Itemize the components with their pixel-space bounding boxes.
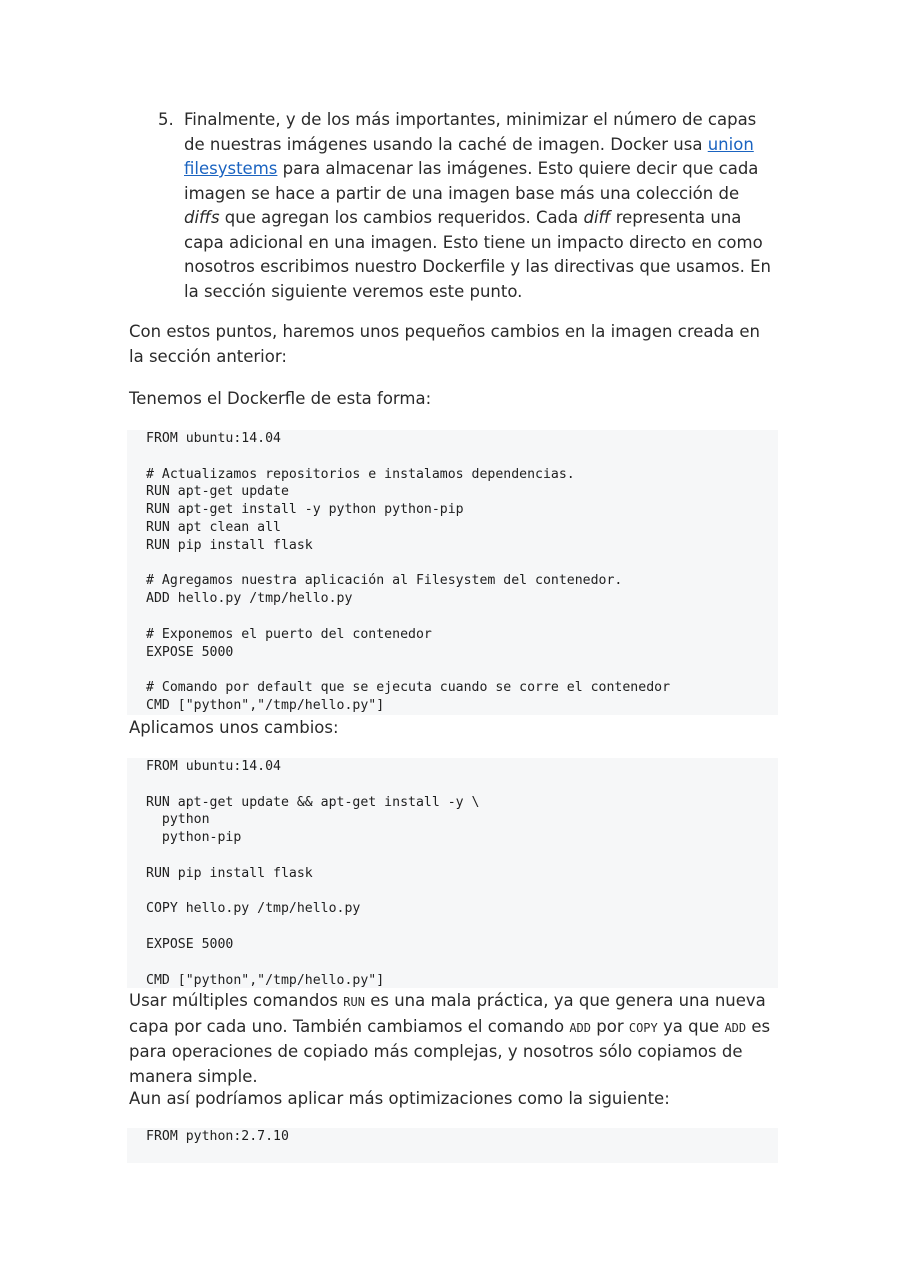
code-block-optimized: FROM ubuntu:14.04 RUN apt-get update && apt-get install -y \ python python-pip RUN pip install flask COPY hello.py /tmp/hello.py EXPOSE 5000 CMD ["python","/tmp/hello.py"] bbox=[127, 758, 778, 988]
list-item-5 bbox=[158, 108, 778, 304]
diffs-emphasis: diffs bbox=[184, 208, 220, 227]
paragraph-intro: Con estos puntos, haremos unos pequeños cambios en la imagen creada en la sección anterior: bbox=[129, 322, 760, 366]
paragraph-changes-label: Aplicamos unos cambios: bbox=[129, 718, 339, 737]
list-item-text: Finalmente, y de los más importantes, minimizar el número de capas de nuestras imágenes usando la caché de imagen. Docker usa union filesystems para almacenar las imágenes. Esto quiere decir que cada imagen se hace a partir de una imagen base más una colección de diffs que agregan los cambios requeridos. Cada diff representa una capa adicional en una imagen. Esto tiene un impacto directo en como nosotros escribimos nuestro Dockerfile y las directivas que usamos. En la sección siguiente veremos este punto. bbox=[184, 110, 772, 301]
code-block-python-base: FROM python:2.7.10 bbox=[127, 1128, 778, 1163]
paragraph-dockerfile-label: Tenemos el Dockerfle de esta forma: bbox=[129, 389, 432, 408]
union-filesystems-link[interactable]: union filesystems bbox=[184, 134, 754, 178]
inline-code-run: RUN bbox=[343, 995, 365, 1009]
inline-code-add: ADD bbox=[569, 1020, 591, 1035]
list-number: 5. bbox=[158, 110, 174, 129]
paragraph-further-optimizations: Aun así podríamos aplicar más optimizaciones como la siguiente: bbox=[129, 1089, 670, 1108]
inline-code-add-2: ADD bbox=[724, 1020, 747, 1035]
inline-code-copy: COPY bbox=[628, 1020, 658, 1035]
code-block-original: FROM ubuntu:14.04 # Actualizamos repositorios e instalamos dependencias. RUN apt-get update RUN apt-get install -y python python-pip RUN apt clean all RUN pip install flask # Agregamos nuestra aplicación al Filesystem del contenedor. ADD hello.py /tmp/hello.py # Exponemos el puerto del contenedor EXPOSE 5000 # Comando por default que se ejecuta cuando se corre el contenedor CMD ["python","/tmp/hello.py"] bbox=[127, 430, 778, 715]
paragraph-run-explanation: Usar múltiples comandos RUN es una mala práctica, ya que genera una nueva capa por cada uno. También cambiamos el comando ADD por COPY ya que ADD es para operaciones de copiado más complejas, y nosotros sólo copiamos de manera simple. bbox=[129, 991, 771, 1086]
diff-emphasis: diff bbox=[583, 208, 611, 227]
